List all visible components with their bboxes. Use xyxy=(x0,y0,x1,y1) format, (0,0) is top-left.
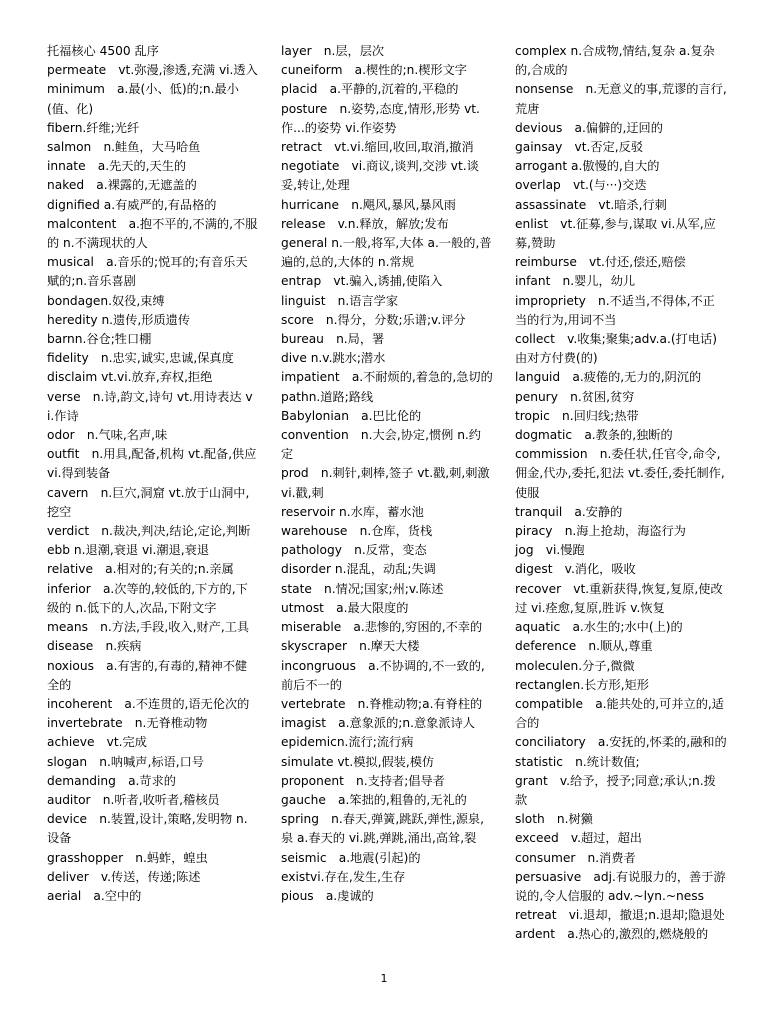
vocab-entry: rectanglen.长方形,矩形 xyxy=(515,677,649,692)
vocab-entry: pathology n.反常，变态 xyxy=(281,543,427,558)
vocab-entry: hurricane n.飓风,暴风,暴风雨 xyxy=(281,197,456,212)
vocab-entry: gainsay vt.否定,反驳 xyxy=(515,140,644,155)
vocab-entry: musical a.音乐的;悦耳的;有音乐天赋的;n.音乐喜剧 xyxy=(47,255,248,289)
vocab-entry: consumer n.消费者 xyxy=(515,850,636,865)
vocab-entry: persuasive adj.有说服力的，善于游说的,令人信服的 adv.~lyn.~ness xyxy=(515,869,726,903)
vocab-entry: conciliatory a.安抚的,怀柔的,融和的 xyxy=(515,735,727,750)
page-number: 1 xyxy=(380,972,388,985)
vocab-entry: disorder n.混乱，动乱;失调 xyxy=(281,562,436,577)
vocab-entry: achieve vt.完成 xyxy=(47,735,147,750)
vocab-entry: disease n.疾病 xyxy=(47,639,142,654)
vocab-entry: grant v.给予，授予;同意;承认;n.拨款 xyxy=(515,773,716,807)
vocab-entry: deliver v.传送，传递;陈述 xyxy=(47,869,201,884)
vocab-entry: languid a.疲倦的,无力的,阴沉的 xyxy=(515,370,702,385)
vocab-entry: heredity n.遗传,形质遗传 xyxy=(47,312,191,327)
vocab-entry: existvi.存在,发生,生存 xyxy=(281,869,406,884)
vocab-entry: state n.情况;国家;州;v.陈述 xyxy=(281,581,444,596)
vocab-entry: bondagen.奴役,束缚 xyxy=(47,293,165,308)
vocab-entry: noxious a.有害的,有毒的,精神不健全的 xyxy=(47,658,248,692)
vocab-entry: ebb n.退潮,衰退 vi.潮退,衰退 xyxy=(47,543,210,558)
vocab-entry: relative a.相对的;有关的;n.亲属 xyxy=(47,562,234,577)
vocab-entry: odor n.气味,名声,味 xyxy=(47,428,168,443)
vocab-entry: vertebrate n.脊椎动物;a.有脊柱的 xyxy=(281,696,483,711)
vocab-entry: aerial a.空中的 xyxy=(47,888,142,903)
vocab-entry: retract vt.vi.缩回,收回,取消,撤消 xyxy=(281,140,474,155)
vocab-entry: enlist vt.征募,参与,谋取 vi.从军,应募,赞助 xyxy=(515,216,716,251)
vocab-entry: layer n.层，层次 xyxy=(281,44,385,58)
vocab-entry: complex n.合成物,情结,复杂 a.复杂的,合成的 xyxy=(515,44,715,78)
vocab-entry: jog vi.慢跑 xyxy=(515,543,585,558)
vocab-entry: barnn.谷仓;牲口棚 xyxy=(47,332,152,347)
vocab-entry: moleculen.分子,微微 xyxy=(515,658,635,673)
vocab-entry: exceed v.超过，超出 xyxy=(515,831,642,846)
vocab-entry: tranquil a.安静的 xyxy=(515,504,623,519)
vocab-entry: miserable a.悲惨的,穷困的,不幸的 xyxy=(281,620,483,635)
vocab-entry: incongruous a.不协调的,不一致的,前后不一的 xyxy=(281,658,485,692)
vocab-entry: compatible a.能共处的,可并立的,适合的 xyxy=(515,696,724,731)
vocab-entry: proponent n.支持者;倡导者 xyxy=(281,773,445,788)
vocab-entry: seismic a.地震(引起)的 xyxy=(281,850,421,865)
vocab-entry: assassinate vt.暗杀,行刺 xyxy=(515,197,667,212)
vocab-entry: minimum a.最(小、低)的;n.最小(值、化) xyxy=(47,82,239,116)
vocab-entry: simulate vt.模拟,假装,模仿 xyxy=(281,754,435,769)
vocab-entry: device n.装置,设计,策略,发明物 n.设备 xyxy=(47,812,248,846)
column-3 xyxy=(515,42,727,945)
vocab-entry: disclaim vt.vi.放弃,弃权,拒绝 xyxy=(47,370,213,385)
vocab-entry: sloth n.树獭 xyxy=(515,812,593,827)
vocab-entry: prod n.刺针,刺棒,签子 vt.戳,刺,刺激 vi.戳,刺 xyxy=(281,466,490,500)
vocab-entry: verdict n.裁决,判决,结论,定论,判断 xyxy=(47,524,251,539)
vocab-entry: dive n.v.跳水;潜水 xyxy=(281,351,386,366)
vocab-entry: entrap vt.骗入,诱捕,使陷入 xyxy=(281,274,443,289)
vocab-entry: digest v.消化，吸收 xyxy=(515,562,636,577)
vocab-entry: statistic n.统计数值; xyxy=(515,754,640,769)
vocab-entry: recover vt.重新获得,恢复,复原,使改过 vi.痊愈,复原,胜诉 v.恢复 xyxy=(515,581,723,615)
vocab-entry: slogan n.呐喊声,标语,口号 xyxy=(47,754,204,769)
vocab-entry: deference n.顺从,尊重 xyxy=(515,639,653,654)
vocab-entry: pious a.虔诚的 xyxy=(281,888,374,903)
vocab-entry: naked a.裸露的,无遮盖的 xyxy=(47,178,197,193)
vocab-entry: dignified a.有威严的,有品格的 xyxy=(47,197,217,212)
vocab-entry: reservoir n.水库，蓄水池 xyxy=(281,504,424,519)
page-title: 托福核心 4500 乱序 xyxy=(47,44,159,58)
vocab-entry: malcontent a.抱不平的,不满的,不服的 n.不满现状的人 xyxy=(47,216,258,251)
vocab-entry: ardent a.热心的,激烈的,燃烧般的 xyxy=(515,927,709,942)
vocab-entry: epidemicn.流行;流行病 xyxy=(281,735,414,750)
vocab-entry: aquatic a.水生的;水中(上)的 xyxy=(515,620,683,635)
vocab-entry: grasshopper n.蚂蚱，蝗虫 xyxy=(47,850,208,865)
vocab-entry: nonsense n.无意义的事,荒谬的言行,荒唐 xyxy=(515,82,727,116)
vocab-entry: general n.一般,将军,大体 a.一般的,普遍的,总的,大体的 n.常规 xyxy=(281,236,492,270)
vocab-entry: warehouse n.仓库，货栈 xyxy=(281,524,433,539)
vocab-entry: gauche a.笨拙的,粗鲁的,无礼的 xyxy=(281,792,467,807)
vocab-entry: permeate vt.弥漫,渗透,充满 vi.透入 xyxy=(47,63,258,78)
vocab-entry: placid a.平静的,沉着的,平稳的 xyxy=(281,82,459,97)
vocab-entry: invertebrate n.无脊椎动物 xyxy=(47,716,208,731)
vocab-entry: impropriety n.不适当,不得体,不正当的行为,用词不当 xyxy=(515,293,715,327)
vocab-entry: overlap vt.(与···)交迭 xyxy=(515,178,647,193)
vocab-entry: infant n.婴儿，幼儿 xyxy=(515,274,636,289)
vocab-entry: skyscraper n.摩天大楼 xyxy=(281,639,420,654)
vocab-entry: verse n.诗,韵文,诗句 vt.用诗表达 vi.作诗 xyxy=(47,389,253,423)
vocab-entry: means n.方法,手段,收入,财产,工具 xyxy=(47,620,250,635)
vocab-entry: bureau n.局，署 xyxy=(281,332,385,347)
vocab-entry: incoherent a.不连贯的,语无伦次的 xyxy=(47,696,250,711)
vocab-entry: cuneiform a.楔性的;n.楔形文字 xyxy=(281,63,467,78)
vocab-entry: score n.得分，分数;乐谱;v.评分 xyxy=(281,312,466,327)
vocab-entry: utmost a.最大限度的 xyxy=(281,600,409,615)
vocab-entry: convention n.大会,协定,惯例 n.约定 xyxy=(281,428,481,462)
vocab-entry: retreat vi.退却，撤退;n.退却;隐退处 xyxy=(515,908,725,923)
vocab-entry: dogmatic a.教条的,独断的 xyxy=(515,428,673,443)
vocab-entry: spring n.春天,弹簧,跳跃,弹性,源泉,泉 a.春天的 vi.跳,弹跳,涌出,高耸,裂 xyxy=(281,812,484,846)
vocab-entry: devious a.偏僻的,迂回的 xyxy=(515,120,663,135)
vocab-entry: tropic n.回归线;热带 xyxy=(515,408,639,423)
vocab-entry: commission n.委任状,任官令,命令,佣金,代办,委托,犯法 vt.委任,委托制作,使服 xyxy=(515,447,725,500)
vocab-entry: penury n.贫困,贫穷 xyxy=(515,389,635,404)
vocab-entry: release v.n.释放，解放;发布 xyxy=(281,216,449,231)
vocab-entry: fibern.纤维;光纤 xyxy=(47,120,140,135)
vocab-entry: negotiate vi.商议,谈判,交涉 vt.谈妥,转让,处理 xyxy=(281,159,479,193)
column-1 xyxy=(47,42,259,906)
vocab-entry: auditor n.听者,收听者,稽核员 xyxy=(47,792,220,807)
vocab-entry: salmon n.鲑鱼，大马哈鱼 xyxy=(47,140,201,155)
vocab-entry: demanding a.苛求的 xyxy=(47,773,176,788)
column-2 xyxy=(281,42,493,906)
vocab-entry: cavern n.巨穴,洞窟 vt.放于山洞中,挖空 xyxy=(47,485,250,519)
vocab-entry: innate a.先天的,天生的 xyxy=(47,159,187,174)
vocab-entry: posture n.姿势,态度,情形,形势 vt.作...的姿势 vi.作姿势 xyxy=(281,101,480,135)
vocab-entry: imagist a.意象派的;n.意象派诗人 xyxy=(281,716,475,731)
vocab-entry: arrogant a.傲慢的,自大的 xyxy=(515,159,660,174)
vocab-entry: fidelity n.忠实,诚实,忠诚,保真度 xyxy=(47,351,234,366)
vocab-entry: impatient a.不耐烦的,着急的,急切的 xyxy=(281,370,493,385)
vocab-entry: Babylonian a.巴比伦的 xyxy=(281,408,422,423)
vocab-entry: reimburse vt.付还,偿还,赔偿 xyxy=(515,255,686,270)
vocab-entry: collect v.收集;聚集;adv.a.(打电话)由对方付费(的) xyxy=(515,332,717,366)
vocab-entry: outfit n.用具,配备,机构 vt.配备,供应 vi.得到装备 xyxy=(47,447,257,481)
vocab-entry: pathn.道路;路线 xyxy=(281,389,374,404)
vocab-entry: inferior a.次等的,较低的,下方的,下级的 n.低下的人,次品,下附文字 xyxy=(47,581,248,615)
vocab-entry: linguist n.语言学家 xyxy=(281,293,399,308)
vocab-entry: piracy n.海上抢劫，海盗行为 xyxy=(515,524,686,539)
